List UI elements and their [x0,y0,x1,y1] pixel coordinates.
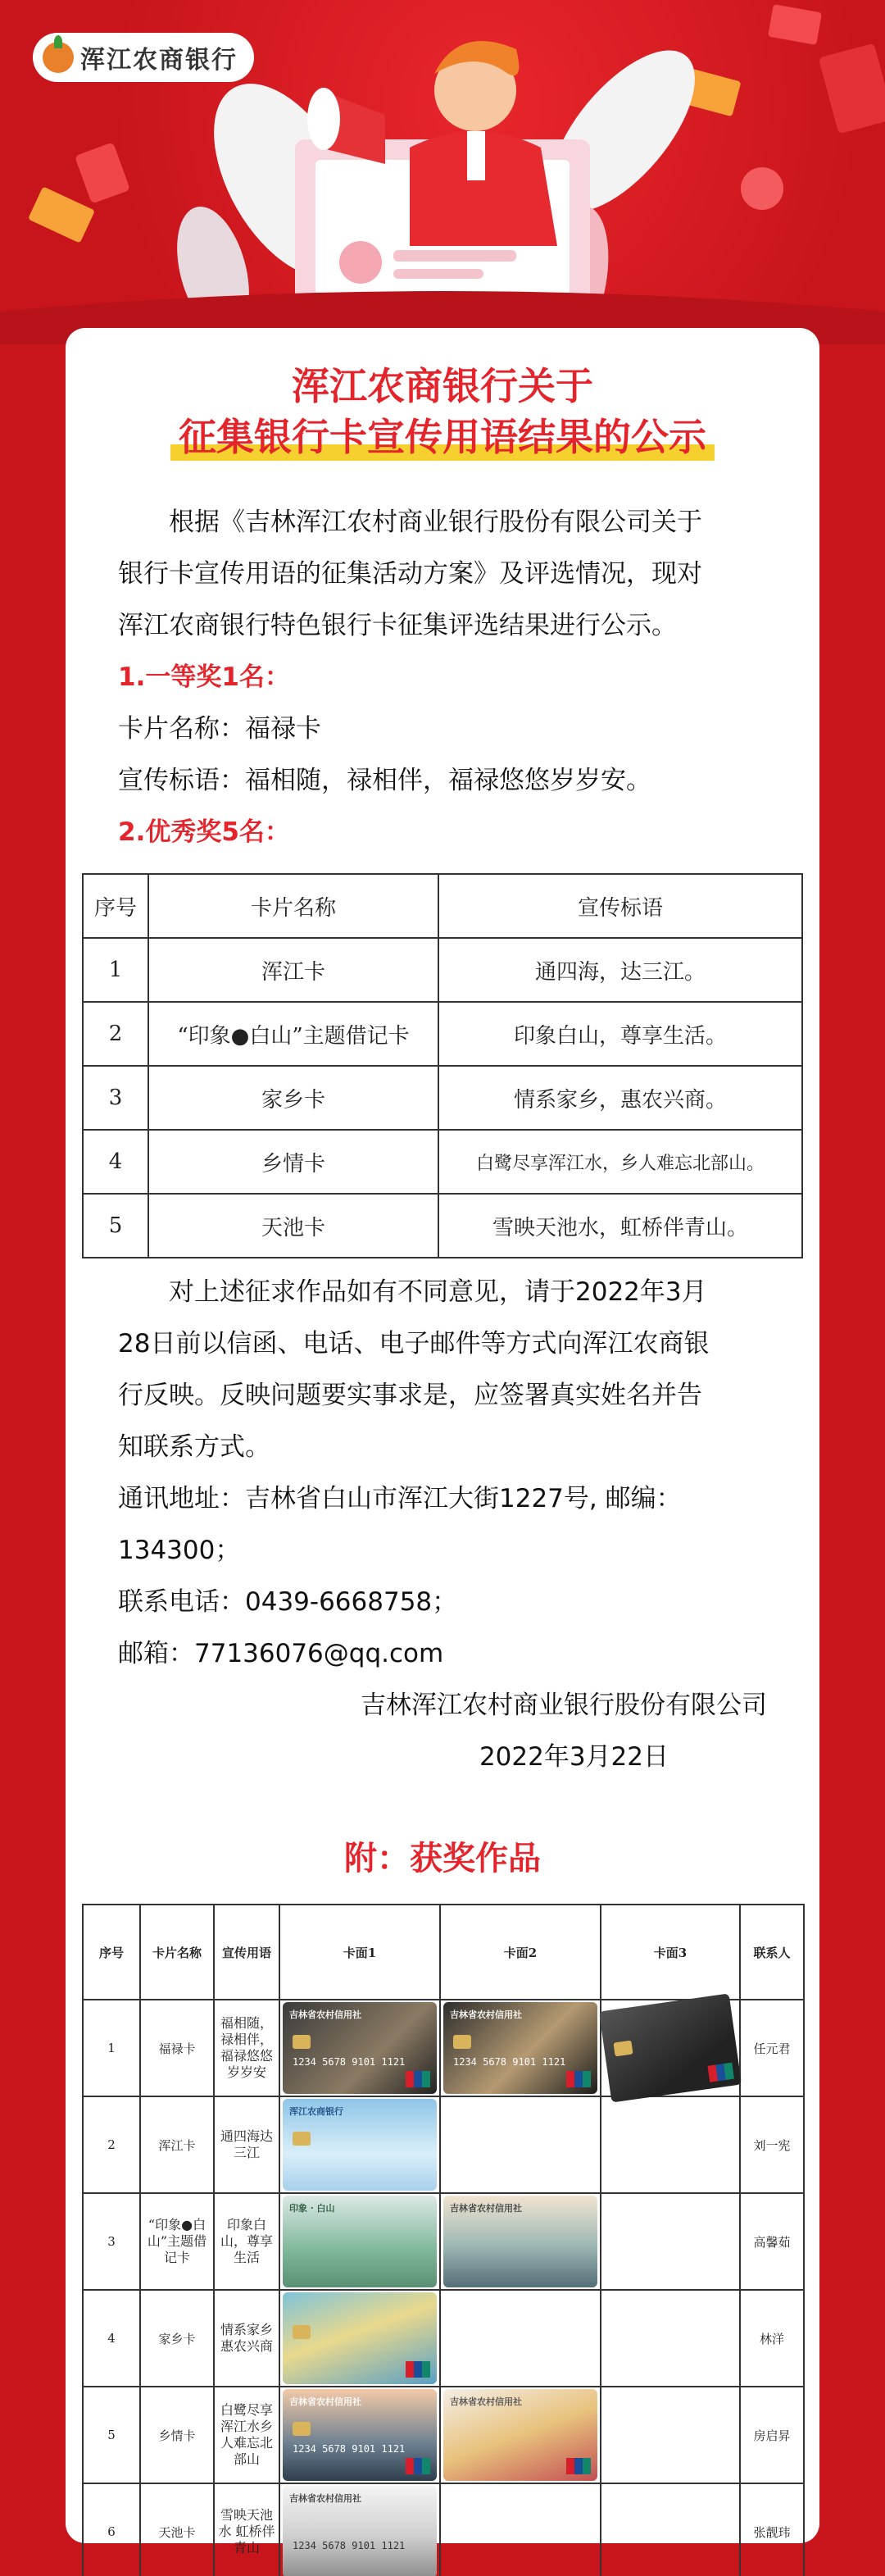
intro-line3: 浑江农商银行特色银行卡征集评选结果进行公示。 [118,611,677,640]
unionpay-icon [566,2071,591,2087]
signature-org: 吉林浑江农村商业银行股份有限公司 [361,1691,767,1720]
card-face-empty [440,2096,601,2193]
table-cell: 浑江卡 [148,938,438,1002]
table-cell: 乡情卡 [140,2387,214,2483]
card-bank-name: 吉林省农村信用社 [450,2009,522,2020]
signature-date: 2022年3月22日 [479,1742,669,1772]
intro-line1: 根据《吉林浑江农村商业银行股份有限公司关于 [169,507,702,537]
objection-section [66,1267,819,1783]
table-cell: 家乡卡 [148,1066,438,1130]
objection-line4: 知联系方式。 [118,1432,270,1462]
table-header: 序号 [83,874,148,938]
card-face [440,2000,601,2096]
table-cell: 乡情卡 [148,1130,438,1194]
card-bank-name: 浑江农商银行 [289,2106,343,2117]
table-cell: 房启昇 [740,2387,804,2483]
card-face [601,2000,740,2096]
contact-address: 通讯地址：吉林省白山市浑江大街1227号, 邮编：134300； [118,1484,682,1565]
card-face [279,2483,440,2576]
card-image [443,2196,597,2287]
table-header-row [83,1905,804,2000]
table-cell: 家乡卡 [140,2290,214,2387]
header-banner [0,0,885,344]
table-cell: 印象白山，尊享生活。 [438,1002,802,1066]
table-header-row [83,874,802,938]
table-row [83,2193,804,2290]
table-row [83,1130,802,1194]
table-cell: 3 [83,1066,148,1130]
unionpay-icon [566,2458,591,2474]
intro-line2: 银行卡宣传用语的征集活动方案》及评选情况，现对 [118,559,702,589]
card-face [279,2096,440,2193]
card-image [283,2099,437,2191]
card-face [440,2387,601,2483]
card-bank-name: 吉林省农村信用社 [289,2493,361,2504]
table-cell: 白鹭尽享浑江水，乡人难忘北部山。 [438,1130,802,1194]
bank-logo-text: 浑江农商银行 [80,46,238,75]
table-header: 卡片名称 [148,874,438,938]
table-row [83,2290,804,2387]
annex-heading: 附：获奖作品 [344,1840,541,1877]
table-cell: 浑江卡 [140,2096,214,2193]
card-face-empty [601,2290,740,2387]
card-number: 1234 5678 9101 1121 [293,2443,406,2455]
first-card-name: 卡片名称：福禄卡 [118,714,321,744]
table-header: 序号 [83,1905,140,2000]
card-number: 1234 5678 9101 1121 [293,2540,406,2551]
table-cell: 情系家乡惠农兴商 [214,2290,279,2387]
notice-title [66,361,819,462]
card-image [283,2389,437,2481]
table-row [83,2096,804,2193]
card-face-empty [440,2290,601,2387]
card-image [283,2292,437,2384]
card-face-empty [601,2483,740,2576]
table-row [83,938,802,1002]
table-cell: “印象●白山”主题借记卡 [148,1002,438,1066]
table-row [83,2000,804,2096]
table-header: 卡面2 [440,1905,601,2000]
chip-icon [293,2422,311,2436]
card-face-empty [601,2387,740,2483]
table-cell: 4 [83,2290,140,2387]
table-header: 卡面1 [279,1905,440,2000]
table-cell: 3 [83,2193,140,2290]
excellent-prize-table [82,873,803,1258]
notice-title-line1: 浑江农商银行关于 [292,364,593,408]
card-image [283,2002,437,2094]
table-cell: 刘一宪 [740,2096,804,2193]
card-image [443,2002,597,2094]
table-cell: 印象白山，尊享生活 [214,2193,279,2290]
table-row [83,1194,802,1258]
table-header: 联系人 [740,1905,804,2000]
card-face [279,2290,440,2387]
contact-phone: 联系电话：0439-6668758； [118,1587,458,1617]
table-cell: 2 [83,1002,148,1066]
table-row [83,1002,802,1066]
table-cell: 4 [83,1130,148,1194]
unionpay-icon [406,2458,430,2474]
table-header: 宣传标语 [438,874,802,938]
table-cell: 天池卡 [148,1194,438,1258]
table-cell: 白鹭尽享浑江水乡人难忘北部山 [214,2387,279,2483]
notice-body [66,497,819,858]
table-cell: “印象●白山”主题借记卡 [140,2193,214,2290]
card-bank-name: 吉林省农村信用社 [289,2009,361,2020]
table-cell: 福禄卡 [140,2000,214,2096]
card-number: 1234 5678 9101 1121 [293,2056,406,2068]
contact-email[interactable]: 邮箱：77136076@qq.com [118,1639,444,1668]
chip-icon [293,2325,311,2339]
table-row [83,1066,802,1130]
table-cell: 1 [83,938,148,1002]
card-number: 1234 5678 9101 1121 [453,2056,566,2068]
notice-card [66,328,819,2556]
card-face [279,2193,440,2290]
table-cell: 5 [83,1194,148,1258]
card-image [443,2389,597,2481]
objection-line2: 28日前以信函、电话、电子邮件等方式向浑江农商银 [118,1329,710,1359]
table-cell: 5 [83,2387,140,2483]
card-caption: 印象 · 白山 [289,2203,335,2214]
table-cell: 通四海，达三江。 [438,938,802,1002]
first-slogan: 宣传标语：福相随，禄相伴，福禄悠悠岁岁安。 [118,766,651,795]
card-face-empty [601,2096,740,2193]
table-cell: 雪映天池水，虹桥伴青山。 [438,1194,802,1258]
card-image [283,2486,437,2576]
card-face-empty [601,2193,740,2290]
table-cell: 1 [83,2000,140,2096]
card-bank-name: 吉林省农村信用社 [450,2203,522,2214]
award-works-table [82,1904,805,2576]
chip-icon [293,2035,311,2049]
table-cell: 张靓玮 [740,2483,804,2576]
card-image [599,1993,742,2102]
unionpay-icon [406,2071,430,2087]
card-bank-name: 吉林省农村信用社 [289,2396,361,2407]
table-row [83,2483,804,2576]
table-cell: 6 [83,2483,140,2576]
excellent-heading: 2.优秀奖5名： [118,817,290,847]
card-bank-name: 吉林省农村信用社 [450,2396,522,2407]
bank-logo [33,33,254,82]
table-cell: 通四海达三江 [214,2096,279,2193]
table-header: 卡面3 [601,1905,740,2000]
chip-icon [293,2132,311,2146]
table-cell: 任元君 [740,2000,804,2096]
first-prize-heading: 1.一等奖1名： [118,662,290,692]
table-cell: 情系家乡，惠农兴商。 [438,1066,802,1130]
card-face [440,2193,601,2290]
chip-icon [453,2035,471,2049]
card-face-empty [440,2483,601,2576]
table-row [83,2387,804,2483]
card-image [283,2196,437,2287]
card-face [279,2387,440,2483]
notice-title-line2: 征集银行卡宣传用语结果的公示 [179,412,706,462]
table-cell: 天池卡 [140,2483,214,2576]
bank-logo-icon [43,42,74,73]
table-cell: 林洋 [740,2290,804,2387]
table-cell: 福相随，禄相伴，福禄悠悠岁岁安 [214,2000,279,2096]
unionpay-icon [406,2361,430,2378]
table-header: 卡片名称 [140,1905,214,2000]
objection-line1: 对上述征求作品如有不同意见，请于2022年3月 [169,1277,707,1307]
chip-icon [613,2041,633,2057]
table-cell: 雪映天池水 虹桥伴青山 [214,2483,279,2576]
table-cell: 高馨茹 [740,2193,804,2290]
table-header: 宣传用语 [214,1905,279,2000]
table-cell: 2 [83,2096,140,2193]
objection-line3: 行反映。反映问题要实事求是，应签署真实姓名并告 [118,1381,702,1410]
card-face [279,2000,440,2096]
unionpay-icon [707,2063,733,2082]
